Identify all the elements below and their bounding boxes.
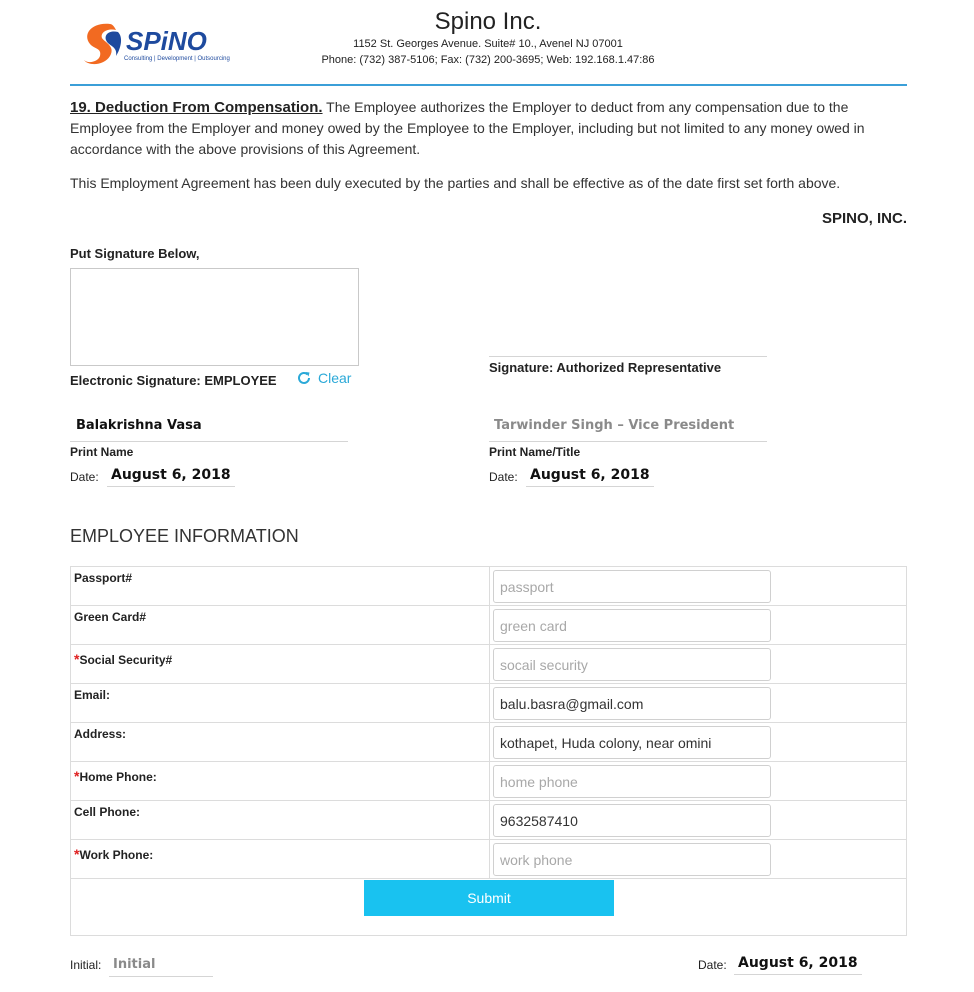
- address-label: Address:: [74, 727, 127, 741]
- employee-name-line: [70, 441, 348, 442]
- footer-date-value: August 6, 2018: [734, 955, 862, 975]
- logo-tagline: Consulting | Development | Outsourcing: [124, 56, 230, 62]
- section-title: 19. Deduction From Compensation.: [70, 99, 323, 116]
- work-phone-row: [71, 840, 906, 879]
- electronic-signature-label: Electronic Signature: EMPLOYEE: [70, 373, 277, 388]
- passport-input[interactable]: [493, 570, 771, 603]
- email-row: [71, 684, 906, 723]
- initial-value: Initial: [113, 957, 156, 972]
- rep-date-value: August 6, 2018: [526, 467, 654, 487]
- employee-info-form: [70, 566, 907, 936]
- employee-date-value: August 6, 2018: [107, 467, 235, 487]
- work-phone-input[interactable]: [493, 843, 771, 876]
- employee-print-name: Balakrishna Vasa: [76, 418, 202, 433]
- submit-button[interactable]: Submit: [364, 880, 614, 916]
- green-card-label: Green Card#: [74, 610, 147, 624]
- cell-phone-input[interactable]: [493, 804, 771, 837]
- submit-row: [71, 879, 906, 935]
- company-address: 1152 St. Georges Avenue. Suite# 10., Avenel NJ 07001: [353, 38, 623, 50]
- ssn-row: [71, 645, 906, 684]
- clear-signature-button[interactable]: [296, 370, 351, 386]
- company-signatory: SPINO, INC.: [821, 210, 907, 227]
- green-card-row: [71, 606, 906, 645]
- ssn-label: Social Security#: [79, 653, 173, 667]
- rep-signature-line: [489, 356, 767, 357]
- clear-label: Clear: [318, 370, 352, 386]
- refresh-icon: [296, 370, 312, 386]
- green-card-input[interactable]: [493, 609, 771, 642]
- employee-info-heading: EMPLOYEE INFORMATION: [70, 526, 299, 546]
- passport-row: [71, 567, 906, 606]
- rep-name-line: [489, 441, 767, 442]
- authorized-rep-label: Signature: Authorized Representative: [489, 360, 722, 375]
- footer-date-label: Date:: [698, 958, 727, 972]
- address-row: [71, 723, 906, 762]
- address-input[interactable]: [493, 726, 771, 759]
- home-phone-row: [71, 762, 906, 801]
- email-input[interactable]: [493, 687, 771, 720]
- rep-print-name: Tarwinder Singh – Vice President: [494, 418, 735, 433]
- company-contact: Phone: (732) 387-5106; Fax: (732) 200-3695; Web: 192.168.1.47:86: [321, 54, 655, 66]
- rep-date-label: Date:: [489, 470, 518, 484]
- required-asterisk: *: [74, 768, 80, 784]
- required-asterisk: *: [74, 651, 80, 667]
- initial-label: Initial:: [70, 958, 102, 972]
- work-phone-label: Work Phone:: [79, 848, 154, 862]
- passport-label: Passport#: [74, 571, 133, 585]
- header-divider: [70, 84, 907, 86]
- cell-phone-label: Cell Phone:: [74, 805, 141, 819]
- company-name: Spino Inc.: [434, 8, 542, 35]
- deduction-paragraph: [70, 97, 907, 160]
- employee-date-label: Date:: [70, 470, 99, 484]
- spino-swirl-icon: [80, 20, 124, 66]
- cell-phone-row: [71, 801, 906, 840]
- required-asterisk: *: [74, 846, 80, 862]
- effective-statement: This Employment Agreement has been duly executed by the parties and shall be effective as of the date first set forth above.: [70, 175, 841, 191]
- logo-wordmark: SPiNO: [126, 26, 207, 56]
- email-label: Email:: [74, 688, 111, 702]
- print-name-label: Print Name: [70, 445, 134, 459]
- signature-pad[interactable]: [70, 268, 359, 366]
- print-name-title-label: Print Name/Title: [489, 445, 581, 459]
- company-logo: [80, 20, 240, 68]
- home-phone-label: Home Phone:: [79, 770, 157, 784]
- ssn-input[interactable]: [493, 648, 771, 681]
- initial-field[interactable]: [109, 955, 213, 977]
- section-body: The Employee authorizes the Employer to deduct from any compensation due to the Employee from the Employer and money owed by the Employee to the Employer, including but not limited to any money owed in accordance with the above provisions of this Agreement.: [70, 99, 865, 157]
- home-phone-input[interactable]: [493, 765, 771, 798]
- put-signature-label: Put Signature Below,: [70, 246, 200, 261]
